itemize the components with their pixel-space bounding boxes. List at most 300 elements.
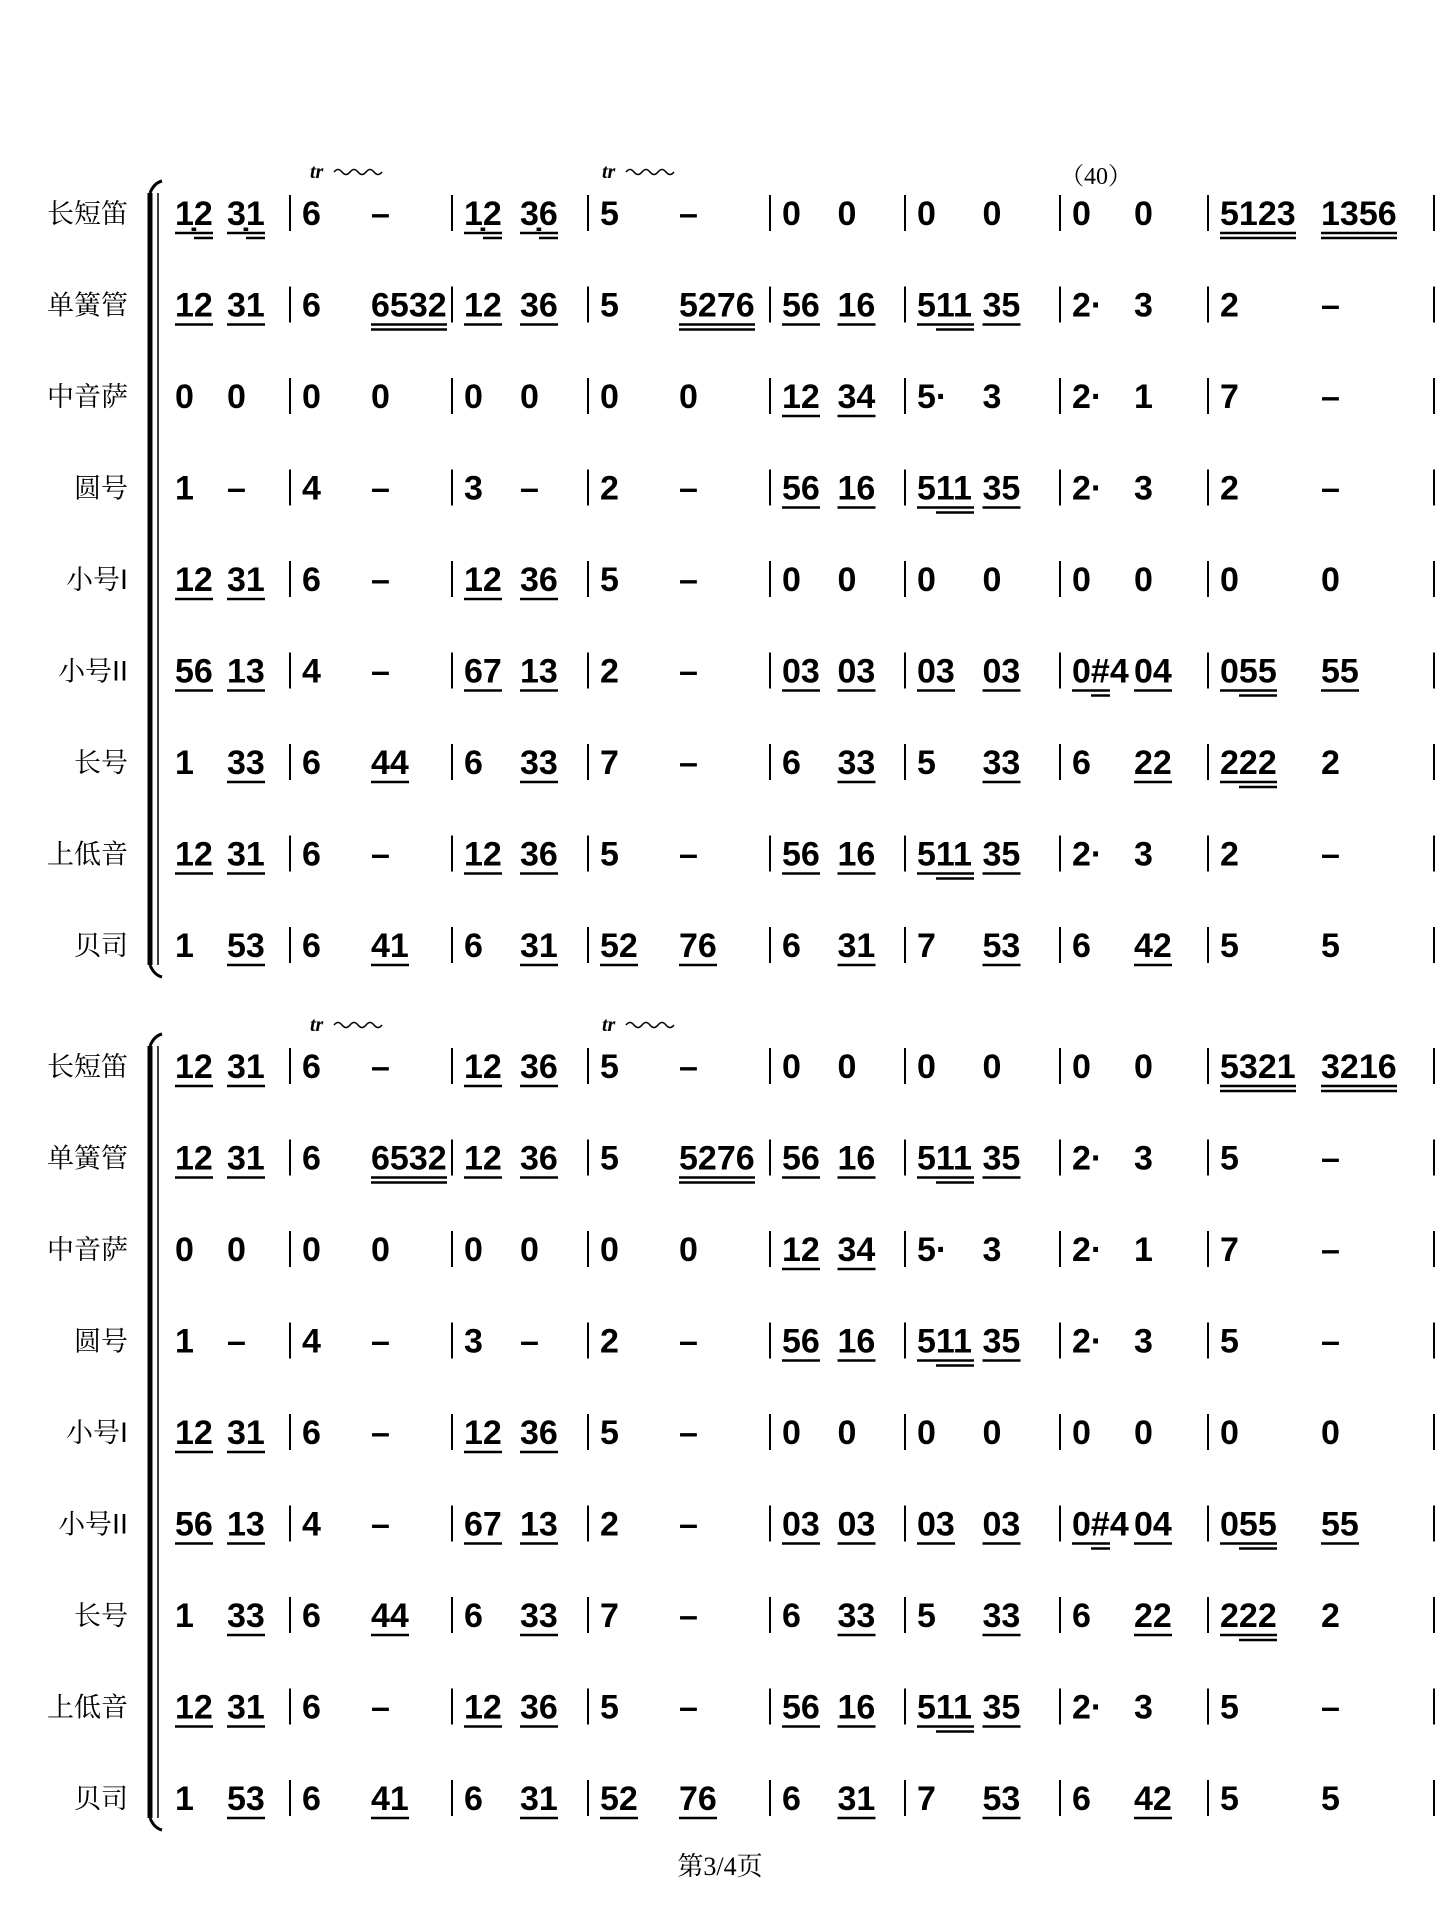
note-group: 2 [1220, 469, 1239, 508]
note-group: 22 [1134, 744, 1172, 782]
note-group: – [679, 1688, 698, 1727]
note-group: 55 [1321, 1505, 1359, 1544]
note-group: 31 [227, 1414, 265, 1452]
instrument-row [74, 470, 1434, 513]
score-system [47, 1034, 1434, 1830]
note-group: 03 [782, 652, 820, 691]
instrument-row [74, 1323, 1434, 1366]
instrument-row [47, 1689, 1434, 1732]
note-group: 7 [917, 927, 936, 965]
bracket-hook-bottom [150, 1818, 162, 1830]
note-group: 5 [917, 1597, 936, 1635]
note-group: 0 [782, 195, 801, 233]
score-system [47, 181, 1434, 977]
note-group: 1 [175, 1322, 194, 1361]
note-group: 5 [600, 835, 619, 874]
note-group: 5 [1220, 1780, 1239, 1818]
note-group: 0 [371, 378, 390, 416]
note-group: 12 [175, 1048, 213, 1086]
note-group: 2 [1321, 744, 1340, 782]
note-group: 31 [227, 1688, 265, 1727]
note-group: 35 [982, 286, 1021, 325]
trill-mark: tr [602, 1014, 616, 1036]
note-group: 0 [917, 561, 936, 599]
note-group: – [371, 1688, 390, 1727]
note-group: 03 [782, 1505, 820, 1544]
note-group: 56 [782, 469, 820, 508]
note-group: 56 [175, 652, 213, 691]
note-group: 12 [175, 1688, 213, 1727]
note-group: 6532 [371, 286, 447, 325]
note-group: 0 [917, 1414, 936, 1452]
note-group: 31 [227, 835, 265, 874]
note-group: 5 [1220, 1688, 1239, 1727]
note-group: 511 [917, 1139, 972, 1178]
note-group: 31 [227, 1048, 265, 1086]
note-group: 16 [837, 286, 876, 325]
note-group: 5 [600, 1139, 619, 1178]
note-group: 0 [679, 378, 698, 416]
note-group: 42 [1134, 1780, 1172, 1818]
note-group: 0 [1321, 561, 1340, 599]
note-group: 6 [302, 195, 321, 233]
note-group: 5 [600, 1414, 619, 1452]
note-group: 5 [1220, 1322, 1239, 1361]
note-group: – [1321, 286, 1340, 325]
instrument-name: 贝司 [74, 1784, 128, 1815]
trill-mark: tr [602, 161, 616, 183]
note-group: 3̣6 [520, 195, 558, 233]
note-group: 3 [1134, 1139, 1153, 1178]
trill-wave [626, 170, 674, 175]
note-group: 3 [464, 469, 483, 508]
note-group: 0 [1134, 195, 1153, 233]
note-group: 3 [1134, 286, 1153, 325]
note-group: – [371, 1414, 390, 1452]
note-group: 7 [600, 744, 619, 782]
note-group: 1 [175, 744, 194, 782]
note-group: 3̣1 [227, 195, 265, 233]
note-group: 12 [464, 561, 502, 599]
note-group: 12 [175, 286, 213, 325]
note-group: 56 [782, 286, 820, 325]
note-group: 03 [917, 652, 955, 691]
note-group: 2· [1072, 286, 1103, 325]
note-group: 76 [679, 927, 717, 965]
note-group: 56 [782, 1322, 820, 1361]
note-group: – [679, 1505, 698, 1544]
note-group: – [520, 469, 539, 508]
note-group: 3 [464, 1322, 483, 1361]
note-group: 16 [837, 1688, 876, 1727]
note-group: – [1321, 378, 1340, 416]
note-group: 6 [464, 1597, 483, 1635]
note-group: 0 [982, 561, 1002, 599]
note-group: 16 [837, 1322, 876, 1361]
note-group: – [371, 1048, 390, 1086]
note-group: 0 [837, 1048, 857, 1086]
note-group: 5 [1321, 1780, 1340, 1818]
note-group: 0 [302, 378, 321, 416]
note-group: 13 [227, 652, 265, 691]
note-group: – [1321, 1139, 1340, 1178]
instrument-row [74, 927, 1434, 965]
note-group: 2· [1072, 1139, 1103, 1178]
note-group: 0 [600, 378, 619, 416]
note-group: 31 [227, 1139, 265, 1178]
note-group: 13 [520, 1505, 558, 1544]
note-group: 511 [917, 1322, 972, 1361]
note-group: 03 [837, 652, 876, 691]
note-group: 7 [600, 1597, 619, 1635]
note-group: 6 [302, 1597, 321, 1635]
note-group: 0 [520, 378, 539, 416]
note-group: 1 [175, 469, 194, 508]
note-group: 13 [520, 652, 558, 691]
note-group: 0 [1134, 561, 1153, 599]
note-group: 7 [1220, 378, 1239, 416]
note-group: – [679, 469, 698, 508]
note-group: 0 [837, 195, 857, 233]
note-group: 13 [227, 1505, 265, 1544]
instrument-name: 长短笛 [47, 199, 128, 230]
note-group: 6 [782, 744, 801, 782]
note-group: 2 [1321, 1597, 1340, 1635]
note-group: 5123 [1220, 195, 1296, 233]
note-group: 0#4 [1072, 1505, 1129, 1544]
note-group: 5 [1321, 927, 1340, 965]
note-group: 222 [1220, 744, 1277, 782]
note-group: 5276 [679, 1139, 755, 1178]
note-group: 52 [600, 927, 638, 965]
instrument-name: 中音萨 [47, 382, 128, 413]
note-group: 33 [520, 1597, 558, 1635]
note-group: 1 [1134, 1231, 1153, 1269]
note-group: 31 [520, 1780, 558, 1818]
note-group: 12 [464, 1048, 502, 1086]
note-group: 5 [600, 1688, 619, 1727]
note-group: 6 [302, 561, 321, 599]
note-group: 511 [917, 1688, 972, 1727]
note-group: 53 [982, 927, 1021, 965]
note-group: 5 [600, 561, 619, 599]
note-group: 0 [917, 1048, 936, 1086]
note-group: 6 [782, 927, 801, 965]
note-group: – [371, 469, 390, 508]
note-group: 0 [1134, 1414, 1153, 1452]
note-group: 33 [837, 1597, 876, 1635]
note-group: 44 [371, 744, 409, 782]
instrument-name: 小号II [58, 656, 128, 688]
note-group: 4 [302, 1322, 321, 1361]
note-group: 2 [600, 469, 619, 508]
note-group: 33 [520, 744, 558, 782]
note-group: 7 [917, 1780, 936, 1818]
note-group: 12 [175, 1414, 213, 1452]
note-group: 12 [464, 1688, 502, 1727]
note-group: 222 [1220, 1597, 1277, 1635]
note-group: 34 [837, 378, 876, 416]
note-group: 12 [464, 1139, 502, 1178]
instrument-row [47, 287, 1434, 330]
note-group: 6 [302, 1688, 321, 1727]
note-group: 6 [1072, 744, 1091, 782]
note-group: 0 [982, 195, 1002, 233]
note-group: 6 [464, 1780, 483, 1818]
note-group: – [679, 744, 698, 782]
note-group: – [371, 1322, 390, 1361]
instrument-row [47, 1048, 1434, 1091]
measure-number: （40） [1060, 164, 1132, 190]
note-group: 1 [1134, 378, 1153, 416]
instrument-name: 小号I [66, 1418, 128, 1449]
note-group: 53 [982, 1780, 1021, 1818]
note-group: 0 [1072, 1048, 1091, 1086]
note-group: – [227, 1322, 246, 1361]
note-group: 1 [175, 1780, 194, 1818]
instrument-name: 圆号 [74, 1326, 128, 1358]
note-group: 55 [1321, 652, 1359, 691]
note-group: 6 [782, 1780, 801, 1818]
note-group: 41 [371, 927, 409, 965]
note-group: 3216 [1321, 1048, 1397, 1086]
instrument-row [58, 653, 1434, 696]
page-footer: 第3/4页 [677, 1852, 763, 1881]
note-group: 16 [837, 469, 876, 508]
note-group: 67 [464, 1505, 502, 1544]
note-group: – [371, 652, 390, 691]
note-group: – [1321, 1688, 1340, 1727]
note-group: 4 [302, 469, 321, 508]
note-group: 4 [302, 1505, 321, 1544]
note-group: 0 [1072, 195, 1091, 233]
note-group: 36 [520, 561, 558, 599]
note-group: 6 [302, 927, 321, 965]
note-group: 6 [464, 744, 483, 782]
note-group: 2 [1220, 286, 1239, 325]
note-group: 53 [227, 927, 265, 965]
note-group: – [227, 469, 246, 508]
note-group: 5 [917, 744, 936, 782]
note-group: 0 [837, 561, 857, 599]
instrument-name: 上低音 [47, 1692, 128, 1724]
note-group: 56 [782, 835, 820, 874]
note-group: 1̣2 [175, 195, 213, 233]
note-group: 5 [600, 1048, 619, 1086]
note-group: 2 [600, 1505, 619, 1544]
note-group: 12 [175, 561, 213, 599]
note-group: – [679, 1322, 698, 1361]
note-group: 2 [600, 1322, 619, 1361]
instrument-row [47, 195, 1434, 238]
note-group: 31 [227, 561, 265, 599]
note-group: 0 [782, 1048, 801, 1086]
note-group: 12 [464, 835, 502, 874]
note-group: – [371, 195, 390, 233]
note-group: 3 [1134, 1688, 1153, 1727]
instrument-row [47, 378, 1434, 416]
note-group: 56 [175, 1505, 213, 1544]
trill-marks [310, 161, 616, 1036]
note-group: 5 [1220, 1139, 1239, 1178]
note-group: 03 [837, 1505, 876, 1544]
note-group: 03 [982, 1505, 1021, 1544]
note-group: 0 [175, 1231, 194, 1269]
note-group: 56 [782, 1688, 820, 1727]
note-group: 7 [1220, 1231, 1239, 1269]
note-group: 16 [837, 1139, 876, 1178]
instrument-row [66, 1414, 1434, 1452]
note-group: 1̣2 [464, 195, 502, 233]
note-group: 6 [302, 744, 321, 782]
bracket-hook-bottom [150, 965, 162, 977]
note-group: 6532 [371, 1139, 447, 1178]
note-group: 5 [600, 286, 619, 325]
note-group: 36 [520, 835, 558, 874]
note-group: 31 [837, 927, 876, 965]
note-group: 35 [982, 1139, 1021, 1178]
note-group: 6 [302, 835, 321, 874]
note-group: 1356 [1321, 195, 1397, 233]
instrument-name: 长短笛 [47, 1052, 128, 1083]
note-group: 6 [782, 1597, 801, 1635]
note-group: 0 [982, 1048, 1002, 1086]
note-group: 53 [227, 1780, 265, 1818]
trill-mark: tr [310, 161, 324, 183]
note-group: 12 [464, 1414, 502, 1452]
note-group: 2 [1220, 835, 1239, 874]
note-group: 511 [917, 835, 972, 874]
note-group: – [1321, 469, 1340, 508]
note-group: 67 [464, 652, 502, 691]
instrument-row [74, 1597, 1434, 1640]
instrument-name: 中音萨 [47, 1235, 128, 1266]
note-group: 35 [982, 469, 1021, 508]
note-group: 35 [982, 835, 1021, 874]
note-group: 12 [782, 378, 820, 416]
note-group: 0 [1134, 1048, 1153, 1086]
note-group: 3 [982, 378, 1002, 416]
note-group: 4 [302, 652, 321, 691]
note-group: 04 [1134, 1505, 1172, 1544]
instrument-row [47, 1140, 1434, 1183]
instrument-row [58, 1506, 1434, 1549]
note-group: 41 [371, 1780, 409, 1818]
note-group: 0 [1072, 1414, 1091, 1452]
note-group: 33 [837, 744, 876, 782]
note-group: 36 [520, 1414, 558, 1452]
note-group: 5276 [679, 286, 755, 325]
note-group: 6 [302, 286, 321, 325]
note-group: – [1321, 1322, 1340, 1361]
instrument-name: 贝司 [74, 931, 128, 962]
note-group: 0 [302, 1231, 321, 1269]
instrument-name: 圆号 [74, 473, 128, 505]
note-group: – [371, 835, 390, 874]
note-group: 6 [302, 1414, 321, 1452]
note-group: 2· [1072, 1688, 1103, 1727]
note-group: 0 [917, 195, 936, 233]
note-group: – [679, 561, 698, 599]
note-group: 6 [1072, 1597, 1091, 1635]
note-group: 42 [1134, 927, 1172, 965]
instrument-name: 长号 [74, 1601, 128, 1632]
note-group: 6 [1072, 927, 1091, 965]
note-group: 3 [982, 1231, 1002, 1269]
note-group: 0 [782, 561, 801, 599]
instrument-name: 长号 [74, 748, 128, 779]
note-group: – [371, 1505, 390, 1544]
note-group: 3 [1134, 835, 1153, 874]
note-group: – [1321, 835, 1340, 874]
note-group: 12 [175, 835, 213, 874]
note-group: 0 [464, 378, 483, 416]
note-group: 5· [917, 378, 948, 416]
note-group: 6 [1072, 1780, 1091, 1818]
note-group: – [679, 1048, 698, 1086]
note-group: 0 [175, 378, 194, 416]
note-group: 0 [1321, 1414, 1340, 1452]
note-group: 0 [1220, 1414, 1239, 1452]
note-group: 3 [1134, 1322, 1153, 1361]
note-group: 36 [520, 1688, 558, 1727]
instrument-row [66, 561, 1434, 599]
note-group: 5· [917, 1231, 948, 1269]
note-group: 36 [520, 1048, 558, 1086]
note-group: – [679, 1597, 698, 1635]
instrument-name: 小号I [66, 565, 128, 596]
note-group: 2· [1072, 1322, 1103, 1361]
note-group: 22 [1134, 1597, 1172, 1635]
note-group: 31 [837, 1780, 876, 1818]
note-group: 31 [520, 927, 558, 965]
note-group: 5 [1220, 927, 1239, 965]
note-group: – [520, 1322, 539, 1361]
note-group: 0 [227, 378, 246, 416]
note-group: 03 [917, 1505, 955, 1544]
note-group: 6 [302, 1780, 321, 1818]
note-group: 5321 [1220, 1048, 1296, 1086]
note-group: 33 [227, 744, 265, 782]
trill-wave [334, 170, 382, 175]
instrument-name: 单簧管 [47, 290, 128, 322]
instrument-row [74, 744, 1434, 787]
note-group: 35 [982, 1688, 1021, 1727]
note-group: 6 [302, 1139, 321, 1178]
note-group: 055 [1220, 1505, 1277, 1544]
note-group: 0 [227, 1231, 246, 1269]
note-group: 12 [175, 1139, 213, 1178]
note-group: 511 [917, 286, 972, 325]
trill-wave [626, 1023, 674, 1028]
note-group: 0 [782, 1414, 801, 1452]
note-group: 52 [600, 1780, 638, 1818]
note-group: – [371, 561, 390, 599]
note-group: – [679, 835, 698, 874]
note-group: 36 [520, 1139, 558, 1178]
note-group: – [1321, 1231, 1340, 1269]
note-group: 2· [1072, 378, 1103, 416]
note-group: 3 [1134, 469, 1153, 508]
note-group: 6 [302, 1048, 321, 1086]
note-group: 2· [1072, 469, 1103, 508]
note-group: 31 [227, 286, 265, 325]
note-group: 0 [1220, 561, 1239, 599]
note-group: 44 [371, 1597, 409, 1635]
instrument-row [47, 1231, 1434, 1269]
trill-mark: tr [310, 1014, 324, 1036]
note-group: 0 [679, 1231, 698, 1269]
